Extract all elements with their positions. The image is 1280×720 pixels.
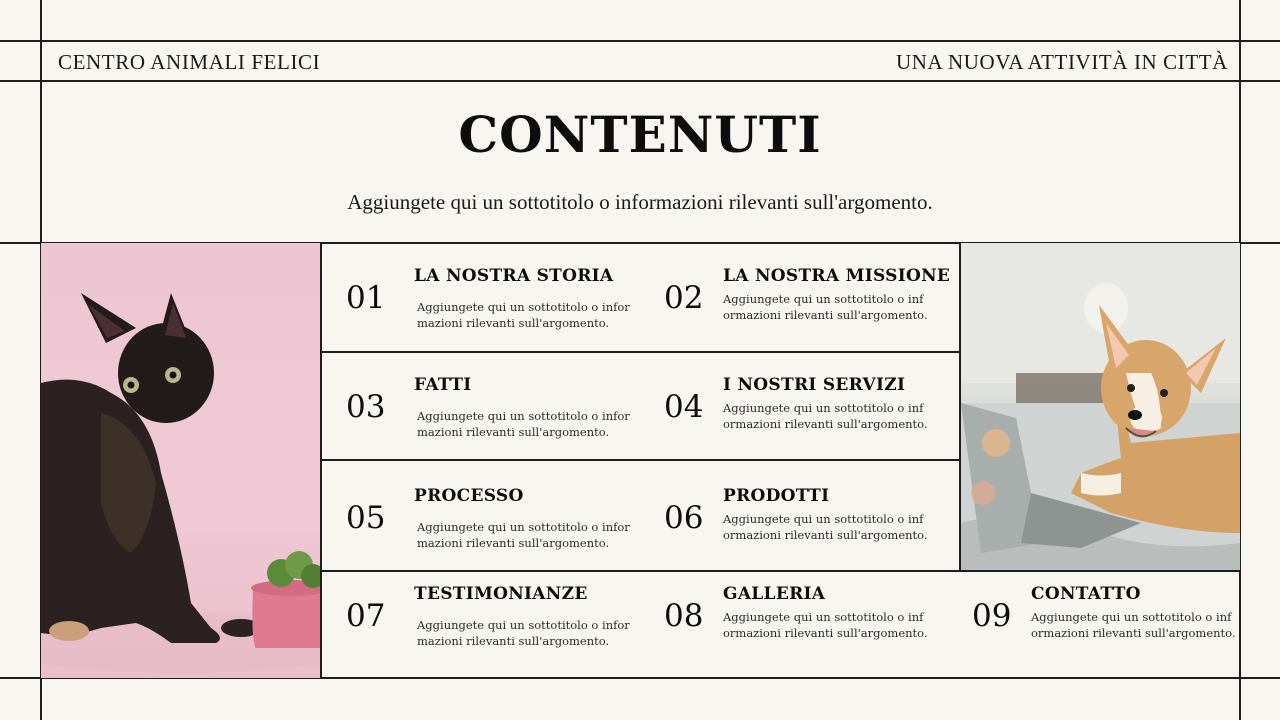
- toc-item-05[interactable]: [322, 464, 632, 572]
- toc-item-02[interactable]: [640, 244, 950, 352]
- item-title: PRODOTTI: [723, 486, 830, 506]
- item-title: I NOSTRI SERVIZI: [723, 375, 906, 395]
- cat-photo: [41, 243, 321, 678]
- item-description: Aggiungete qui un sottotitolo o informazioni rilevanti sull'argomento.: [1031, 610, 1236, 640]
- tagline: UNA NUOVA ATTIVITÀ IN CITTÀ: [896, 50, 1228, 74]
- toc-item-03[interactable]: [322, 353, 632, 461]
- item-title: PROCESSO: [414, 486, 524, 506]
- item-description: Aggiungete qui un sottotitolo o informazioni rilevanti sull'argomento.: [417, 409, 630, 439]
- item-number: 05: [346, 500, 386, 536]
- item-description: Aggiungete qui un sottotitolo o informazioni rilevanti sull'argomento.: [417, 300, 630, 330]
- item-description: Aggiungete qui un sottotitolo o informazioni rilevanti sull'argomento.: [723, 512, 928, 542]
- item-description: Aggiungete qui un sottotitolo o informazioni rilevanti sull'argomento.: [723, 401, 928, 431]
- item-number: 03: [346, 389, 386, 425]
- rule-grid-mid: [959, 242, 961, 571]
- dog-photo: [961, 243, 1240, 570]
- item-number: 01: [346, 280, 386, 316]
- item-title: TESTIMONIANZE: [414, 584, 588, 604]
- page-title: CONTENUTI: [458, 105, 822, 164]
- item-title: LA NOSTRA MISSIONE: [723, 266, 951, 286]
- toc-item-04[interactable]: [640, 353, 950, 461]
- toc-item-06[interactable]: [640, 464, 950, 572]
- item-number: 09: [972, 598, 1012, 634]
- item-description: Aggiungete qui un sottotitolo o informazioni rilevanti sull'argomento.: [723, 610, 928, 640]
- item-number: 02: [664, 280, 704, 316]
- item-title: CONTATTO: [1031, 584, 1141, 604]
- item-description: Aggiungete qui un sottotitolo o informazioni rilevanti sull'argomento.: [417, 618, 630, 648]
- rule-header-bottom: [0, 80, 1280, 82]
- item-title: LA NOSTRA STORIA: [414, 266, 614, 286]
- item-number: 06: [664, 500, 704, 536]
- item-number: 04: [664, 389, 704, 425]
- item-title: FATTI: [414, 375, 472, 395]
- rule-top: [0, 40, 1280, 42]
- item-title: GALLERIA: [723, 584, 826, 604]
- item-number: 07: [346, 598, 386, 634]
- item-description: Aggiungete qui un sottotitolo o informazioni rilevanti sull'argomento.: [723, 292, 928, 322]
- page-subtitle: Aggiungete qui un sottotitolo o informazioni rilevanti sull'argomento.: [347, 190, 933, 214]
- toc-item-01[interactable]: [322, 244, 632, 352]
- item-description: Aggiungete qui un sottotitolo o informazioni rilevanti sull'argomento.: [417, 520, 630, 550]
- toc-item-09[interactable]: [948, 562, 1240, 670]
- toc-item-08[interactable]: [640, 562, 950, 670]
- brand-name: CENTRO ANIMALI FELICI: [58, 50, 321, 74]
- toc-item-07[interactable]: [322, 562, 632, 670]
- item-number: 08: [664, 598, 704, 634]
